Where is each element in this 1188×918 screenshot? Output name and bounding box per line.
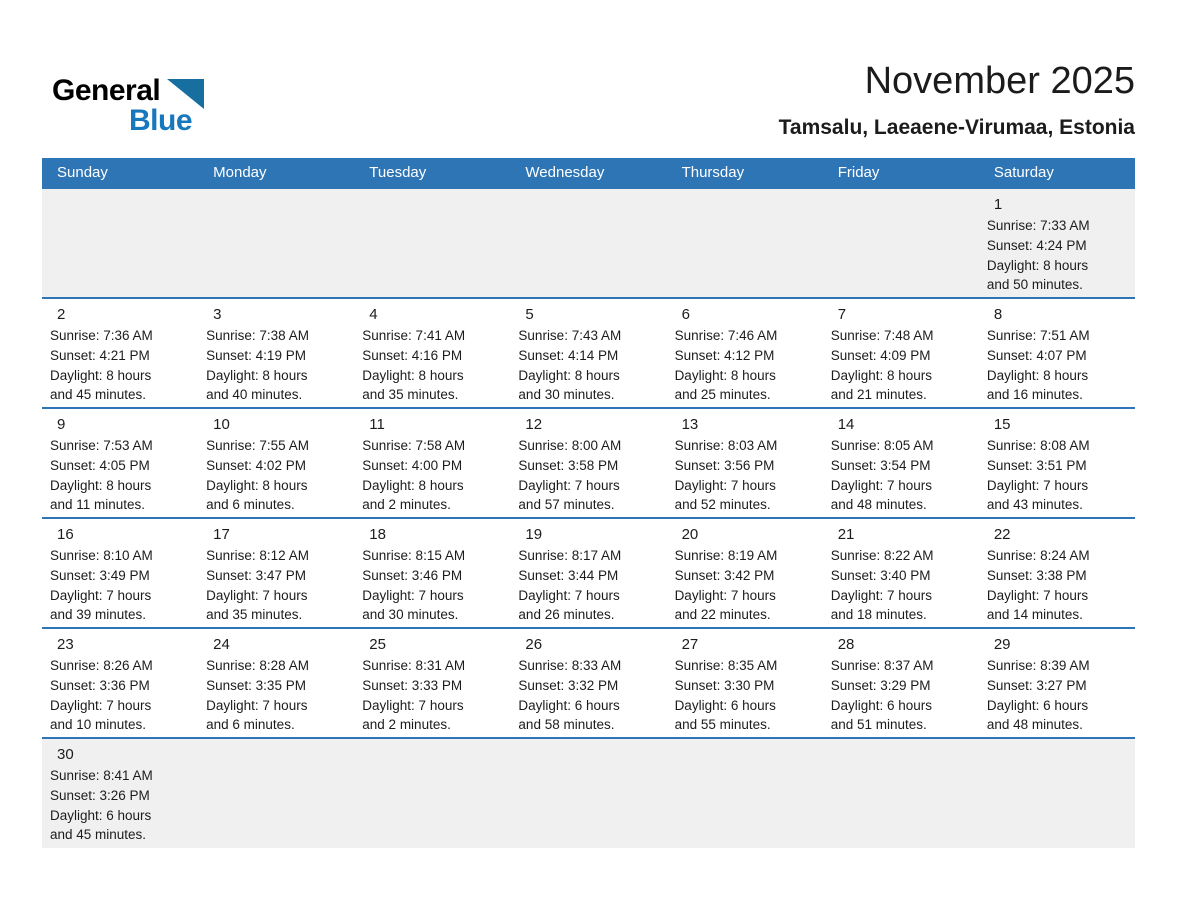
day-number: 4 xyxy=(369,306,378,323)
day-info-line: and 48 minutes. xyxy=(986,717,1083,733)
day-cell xyxy=(667,518,823,628)
day-info-line: Daylight: 7 hours xyxy=(206,587,308,603)
header-titles xyxy=(779,60,1135,140)
day-info-line: Daylight: 8 hours xyxy=(362,367,464,383)
day-cell xyxy=(823,628,979,738)
day-info-line: Sunset: 4:14 PM xyxy=(518,347,619,363)
day-number: 5 xyxy=(525,306,534,323)
day-info-line: Sunrise: 8:19 AM xyxy=(674,548,778,563)
empty-cell xyxy=(42,188,198,298)
day-info-line: Daylight: 8 hours xyxy=(206,477,308,493)
day-number: 24 xyxy=(213,636,230,653)
day-info-line: Daylight: 7 hours xyxy=(50,587,152,603)
day-info-line: Sunset: 3:35 PM xyxy=(206,677,306,693)
empty-cell xyxy=(198,738,354,848)
logo-text-blue: Blue xyxy=(129,104,193,137)
empty-cell xyxy=(198,188,354,298)
day-cell xyxy=(354,628,510,738)
day-info-line: and 52 minutes. xyxy=(674,497,771,513)
day-info-line: Sunrise: 7:33 AM xyxy=(986,218,1090,233)
weekday-header-cell: Thursday xyxy=(667,158,823,188)
day-cell xyxy=(354,518,510,628)
day-info-line: Sunrise: 8:22 AM xyxy=(830,548,934,563)
day-info-line: Daylight: 7 hours xyxy=(674,477,776,493)
day-number: 15 xyxy=(993,416,1011,433)
day-info-line: and 43 minutes. xyxy=(986,497,1083,513)
page-title: November 2025 xyxy=(864,60,1135,102)
day-number: 30 xyxy=(57,746,74,763)
day-number: 14 xyxy=(837,416,855,433)
day-info-line: and 10 minutes. xyxy=(50,717,147,733)
day-number: 23 xyxy=(57,636,74,653)
day-info-line: Daylight: 8 hours xyxy=(206,367,308,383)
day-info-line: and 18 minutes. xyxy=(830,607,927,623)
calendar-head xyxy=(42,158,1135,188)
day-cell xyxy=(42,518,198,628)
day-info-line: and 25 minutes. xyxy=(674,387,771,403)
day-info-line: and 35 minutes. xyxy=(206,607,303,623)
day-cell xyxy=(510,628,666,738)
day-info-line: and 51 minutes. xyxy=(830,717,927,733)
week-row xyxy=(42,518,1135,628)
day-info-line: Daylight: 6 hours xyxy=(50,807,152,823)
day-info-line: Daylight: 8 hours xyxy=(518,367,620,383)
day-info-line: and 45 minutes. xyxy=(50,387,147,403)
day-info-line: Sunset: 4:19 PM xyxy=(206,347,306,363)
general-blue-logo xyxy=(52,76,204,136)
day-number: 12 xyxy=(525,416,543,433)
day-cell xyxy=(979,628,1135,738)
weekday-header-cell: Tuesday xyxy=(354,158,510,188)
day-info-line: Sunrise: 8:00 AM xyxy=(518,438,622,453)
empty-cell xyxy=(354,188,510,298)
day-info-line: Sunrise: 8:33 AM xyxy=(518,658,622,673)
day-info-line: Sunset: 4:24 PM xyxy=(986,237,1087,253)
day-info-line: Sunset: 3:49 PM xyxy=(50,567,150,583)
day-number: 28 xyxy=(837,636,855,653)
day-info-line: and 40 minutes. xyxy=(206,387,303,403)
day-info-line: Sunrise: 8:17 AM xyxy=(518,548,622,563)
day-cell xyxy=(667,408,823,518)
day-info-line: Sunrise: 7:46 AM xyxy=(674,328,778,343)
day-info-line: and 50 minutes. xyxy=(986,277,1083,293)
day-info-line: Daylight: 6 hours xyxy=(674,697,776,713)
day-info-line: Sunrise: 7:41 AM xyxy=(362,328,466,343)
weekday-header-row xyxy=(42,158,1135,188)
day-cell xyxy=(198,298,354,408)
day-info-line: Sunset: 3:30 PM xyxy=(674,677,775,693)
week-row xyxy=(42,628,1135,738)
day-info-line: Sunset: 3:33 PM xyxy=(362,677,463,693)
day-info-line: Sunrise: 8:10 AM xyxy=(50,548,153,563)
day-info-line: Daylight: 8 hours xyxy=(830,367,933,383)
day-info-line: Sunset: 3:54 PM xyxy=(830,457,931,473)
day-number: 27 xyxy=(681,636,699,653)
empty-cell xyxy=(823,738,979,848)
day-info-line: Sunrise: 8:28 AM xyxy=(206,658,309,673)
day-info-line: Daylight: 7 hours xyxy=(830,587,933,603)
day-number: 29 xyxy=(993,636,1011,653)
day-info-line: and 39 minutes. xyxy=(50,607,147,623)
day-info-line: and 55 minutes. xyxy=(674,717,771,733)
day-info-line: and 2 minutes. xyxy=(362,717,451,733)
day-cell xyxy=(667,298,823,408)
day-number: 25 xyxy=(369,636,386,653)
day-info-line: Sunrise: 7:51 AM xyxy=(986,328,1090,343)
empty-cell xyxy=(354,738,510,848)
day-info-line: Sunrise: 8:35 AM xyxy=(674,658,778,673)
day-info-line: Sunset: 3:42 PM xyxy=(674,567,775,583)
day-info-line: Sunset: 3:44 PM xyxy=(518,567,619,583)
day-info-line: Sunset: 3:40 PM xyxy=(830,567,931,583)
day-info-line: and 22 minutes. xyxy=(674,607,771,623)
day-info-line: Sunset: 3:47 PM xyxy=(206,567,306,583)
day-number: 26 xyxy=(525,636,543,653)
day-info-line: Daylight: 7 hours xyxy=(986,587,1089,603)
day-info-line: and 30 minutes. xyxy=(362,607,459,623)
day-info-line: Sunrise: 8:24 AM xyxy=(986,548,1090,563)
day-info-line: Sunrise: 8:15 AM xyxy=(362,548,466,563)
weekday-header-cell: Monday xyxy=(198,158,354,188)
day-number: 11 xyxy=(369,416,385,433)
day-info-line: and 6 minutes. xyxy=(206,717,295,733)
day-info-line: Sunset: 3:38 PM xyxy=(986,567,1087,583)
day-cell xyxy=(510,408,666,518)
day-number: 17 xyxy=(213,526,230,543)
day-info-line: Sunset: 3:51 PM xyxy=(986,457,1087,473)
day-info-line: Sunrise: 8:03 AM xyxy=(674,438,778,453)
day-cell xyxy=(354,298,510,408)
day-info-line: Sunrise: 7:36 AM xyxy=(50,328,153,343)
day-cell xyxy=(823,518,979,628)
day-number: 20 xyxy=(681,526,699,543)
day-info-line: Sunset: 3:46 PM xyxy=(362,567,463,583)
day-info-line: Daylight: 7 hours xyxy=(50,697,152,713)
day-cell xyxy=(667,628,823,738)
day-cell xyxy=(979,408,1135,518)
day-info-line: Sunset: 4:00 PM xyxy=(362,457,463,473)
day-info-line: and 48 minutes. xyxy=(830,497,927,513)
day-info-line: Sunset: 4:07 PM xyxy=(986,347,1087,363)
day-cell xyxy=(42,298,198,408)
day-info-line: Sunset: 3:32 PM xyxy=(518,677,619,693)
day-info-line: Sunset: 3:56 PM xyxy=(674,457,775,473)
day-info-line: Sunset: 3:29 PM xyxy=(830,677,931,693)
day-info-line: Sunrise: 8:37 AM xyxy=(830,658,934,673)
day-info-line: Daylight: 8 hours xyxy=(986,367,1089,383)
weekday-header-cell: Saturday xyxy=(979,158,1135,188)
day-info-line: and 30 minutes. xyxy=(518,387,615,403)
day-number: 9 xyxy=(57,416,66,433)
day-info-line: Daylight: 8 hours xyxy=(50,477,152,493)
day-number: 7 xyxy=(837,306,847,323)
day-cell xyxy=(42,408,198,518)
day-number: 2 xyxy=(57,306,66,323)
day-cell xyxy=(198,408,354,518)
day-info-line: and 2 minutes. xyxy=(362,497,451,513)
day-info-line: Daylight: 6 hours xyxy=(830,697,933,713)
logo-text-general: General xyxy=(52,74,161,107)
day-info-line: Sunrise: 7:58 AM xyxy=(362,438,466,453)
day-info-line: Daylight: 7 hours xyxy=(206,697,308,713)
day-info-line: and 58 minutes. xyxy=(518,717,615,733)
day-number: 10 xyxy=(213,416,230,433)
empty-cell xyxy=(510,738,666,848)
day-info-line: Sunrise: 7:55 AM xyxy=(206,438,309,453)
week-row xyxy=(42,298,1135,408)
day-info-line: Sunrise: 8:31 AM xyxy=(362,658,466,673)
day-info-line: Sunset: 3:27 PM xyxy=(986,677,1087,693)
day-info-line: Daylight: 8 hours xyxy=(674,367,776,383)
day-info-line: Sunset: 4:02 PM xyxy=(206,457,306,473)
day-number: 19 xyxy=(525,526,543,543)
day-number: 13 xyxy=(681,416,699,433)
day-cell xyxy=(979,518,1135,628)
day-info-line: and 21 minutes. xyxy=(830,387,927,403)
day-number: 8 xyxy=(993,306,1003,323)
day-cell xyxy=(510,298,666,408)
day-info-line: Daylight: 7 hours xyxy=(674,587,776,603)
day-cell xyxy=(42,628,198,738)
day-info-line: Daylight: 7 hours xyxy=(986,477,1089,493)
day-number: 22 xyxy=(993,526,1011,543)
day-cell xyxy=(42,738,198,848)
day-cell xyxy=(979,298,1135,408)
week-row xyxy=(42,738,1135,848)
day-info-line: and 57 minutes. xyxy=(518,497,615,513)
empty-cell xyxy=(823,188,979,298)
day-info-line: Daylight: 7 hours xyxy=(362,587,464,603)
day-cell xyxy=(354,408,510,518)
day-info-line: Daylight: 7 hours xyxy=(362,697,464,713)
day-info-line: Daylight: 6 hours xyxy=(518,697,620,713)
day-info-line: Sunset: 4:12 PM xyxy=(674,347,775,363)
day-info-line: Sunset: 4:21 PM xyxy=(50,347,150,363)
day-info-line: Sunrise: 8:39 AM xyxy=(986,658,1090,673)
day-info-line: Sunrise: 7:48 AM xyxy=(830,328,934,343)
empty-cell xyxy=(667,188,823,298)
day-cell xyxy=(979,188,1135,298)
day-info-line: Sunrise: 7:53 AM xyxy=(50,438,153,453)
empty-cell xyxy=(510,188,666,298)
calendar-body xyxy=(42,188,1135,848)
day-number: 6 xyxy=(681,306,690,323)
day-number: 21 xyxy=(837,526,855,543)
day-number: 16 xyxy=(57,526,74,543)
day-info-line: Daylight: 7 hours xyxy=(518,587,620,603)
weekday-header-cell: Friday xyxy=(823,158,979,188)
day-number: 18 xyxy=(369,526,386,543)
empty-cell xyxy=(979,738,1135,848)
day-info-line: and 14 minutes. xyxy=(986,607,1083,623)
day-info-line: Sunrise: 8:41 AM xyxy=(50,768,153,783)
day-info-line: Sunset: 3:58 PM xyxy=(518,457,619,473)
day-info-line: Daylight: 8 hours xyxy=(362,477,464,493)
day-info-line: Sunrise: 8:08 AM xyxy=(986,438,1090,453)
day-info-line: Sunset: 4:05 PM xyxy=(50,457,150,473)
day-number: 3 xyxy=(213,306,222,323)
day-cell xyxy=(198,628,354,738)
day-info-line: and 45 minutes. xyxy=(50,827,147,843)
page-subtitle: Tamsalu, Laeaene-Virumaa, Estonia xyxy=(778,115,1135,139)
week-row xyxy=(42,408,1135,518)
day-info-line: and 26 minutes. xyxy=(518,607,615,623)
day-info-line: Daylight: 8 hours xyxy=(986,257,1089,273)
day-info-line: Sunrise: 7:43 AM xyxy=(518,328,622,343)
day-cell xyxy=(823,408,979,518)
weekday-header-cell: Wednesday xyxy=(510,158,666,188)
empty-cell xyxy=(667,738,823,848)
day-info-line: and 16 minutes. xyxy=(986,387,1083,403)
day-info-line: Sunset: 3:26 PM xyxy=(50,787,150,803)
calendar-table xyxy=(42,158,1135,848)
day-cell xyxy=(510,518,666,628)
day-info-line: Sunset: 4:09 PM xyxy=(830,347,931,363)
day-info-line: Daylight: 7 hours xyxy=(830,477,933,493)
day-info-line: Sunset: 3:36 PM xyxy=(50,677,150,693)
day-info-line: Daylight: 6 hours xyxy=(986,697,1089,713)
weekday-header-cell: Sunday xyxy=(42,158,198,188)
day-cell xyxy=(823,298,979,408)
day-number: 1 xyxy=(993,196,1003,213)
day-info-line: Sunrise: 8:26 AM xyxy=(50,658,153,673)
day-info-line: and 11 minutes. xyxy=(50,497,146,513)
day-info-line: Daylight: 8 hours xyxy=(50,367,152,383)
day-info-line: Sunrise: 8:12 AM xyxy=(206,548,309,563)
day-info-line: and 6 minutes. xyxy=(206,497,295,513)
day-info-line: and 35 minutes. xyxy=(362,387,459,403)
week-row xyxy=(42,188,1135,298)
day-info-line: Sunrise: 7:38 AM xyxy=(206,328,309,343)
day-cell xyxy=(198,518,354,628)
day-info-line: Sunrise: 8:05 AM xyxy=(830,438,934,453)
day-info-line: Daylight: 7 hours xyxy=(518,477,620,493)
day-info-line: Sunset: 4:16 PM xyxy=(362,347,463,363)
